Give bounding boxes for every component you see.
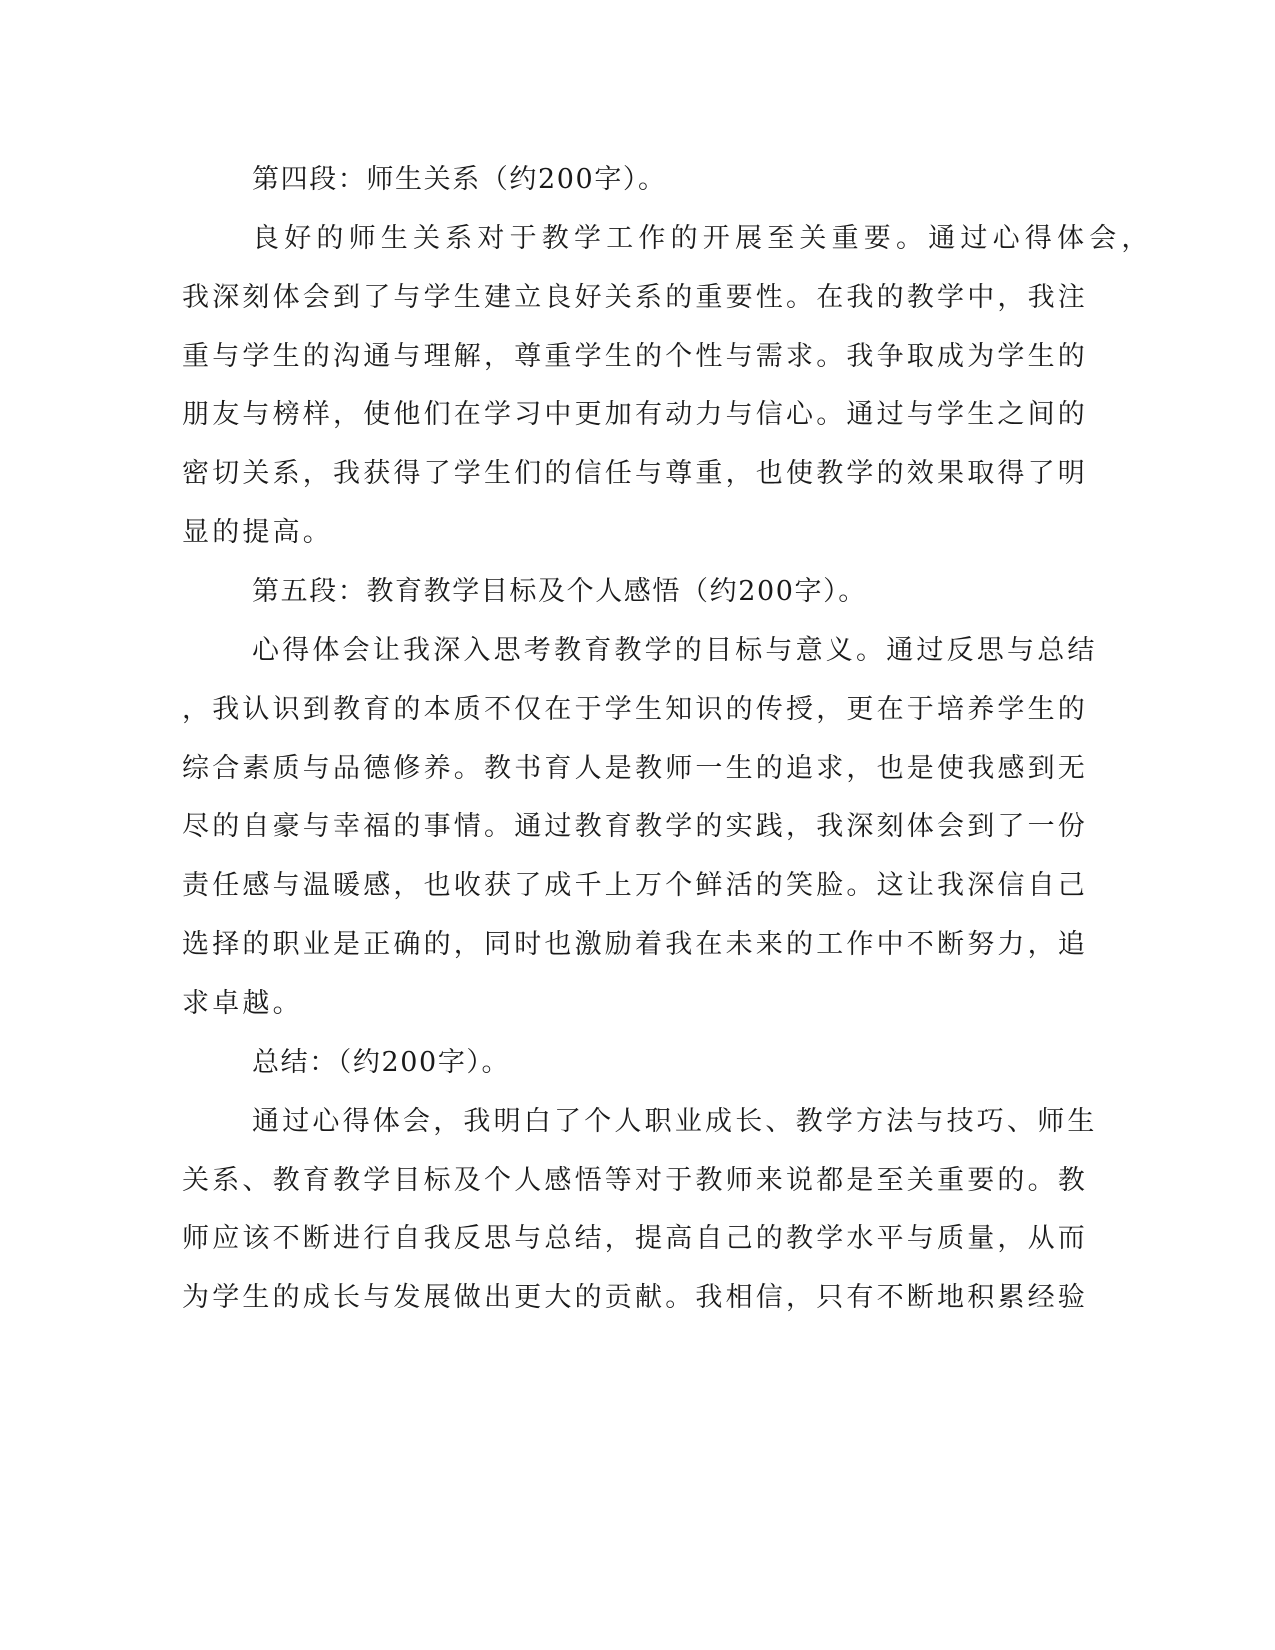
paragraph-line: ，我认识到教育的本质不仅在于学生知识的传授，更在于培养学生的 xyxy=(182,694,1088,725)
paragraph-line: 显的提高。 xyxy=(182,517,333,548)
section-heading-summary: 总结：（约200字）。 xyxy=(252,1047,511,1078)
paragraph-line: 求卓越。 xyxy=(182,988,303,1019)
paragraph-line: 为学生的成长与发展做出更大的贡献。我相信，只有不断地积累经验 xyxy=(182,1282,1088,1313)
paragraph-line: 重与学生的沟通与理解，尊重学生的个性与需求。我争取成为学生的 xyxy=(182,341,1088,372)
paragraph-line: 综合素质与品德修养。教书育人是教师一生的追求，也是使我感到无 xyxy=(182,753,1088,784)
section-heading-4: 第四段：师生关系（约200字）。 xyxy=(252,164,667,195)
paragraph-line: 责任感与温暖感，也收获了成千上万个鲜活的笑脸。这让我深信自己 xyxy=(182,870,1088,901)
section-heading-5: 第五段：教育教学目标及个人感悟（约200字）。 xyxy=(252,576,867,607)
paragraph-line: 关系、教育教学目标及个人感悟等对于教师来说都是至关重要的。教 xyxy=(182,1165,1088,1196)
paragraph-line: 心得体会让我深入思考教育教学的目标与意义。通过反思与总结 xyxy=(252,635,1098,666)
paragraph-line: 师应该不断进行自我反思与总结，提高自己的教学水平与质量，从而 xyxy=(182,1223,1088,1254)
paragraph-line: 我深刻体会到了与学生建立良好关系的重要性。在我的教学中，我注 xyxy=(182,282,1088,313)
paragraph-line: 朋友与榜样，使他们在学习中更加有动力与信心。通过与学生之间的 xyxy=(182,399,1088,430)
paragraph-line: 密切关系，我获得了学生们的信任与尊重，也使教学的效果取得了明 xyxy=(182,458,1088,489)
paragraph-line: 尽的自豪与幸福的事情。通过教育教学的实践，我深刻体会到了一份 xyxy=(182,811,1088,842)
paragraph-line: 选择的职业是正确的，同时也激励着我在未来的工作中不断努力，追 xyxy=(182,929,1088,960)
paragraph-line: 通过心得体会，我明白了个人职业成长、教学方法与技巧、师生 xyxy=(252,1106,1098,1137)
paragraph-line: 良好的师生关系对于教学工作的开展至关重要。通过心得体会， xyxy=(252,223,1154,254)
